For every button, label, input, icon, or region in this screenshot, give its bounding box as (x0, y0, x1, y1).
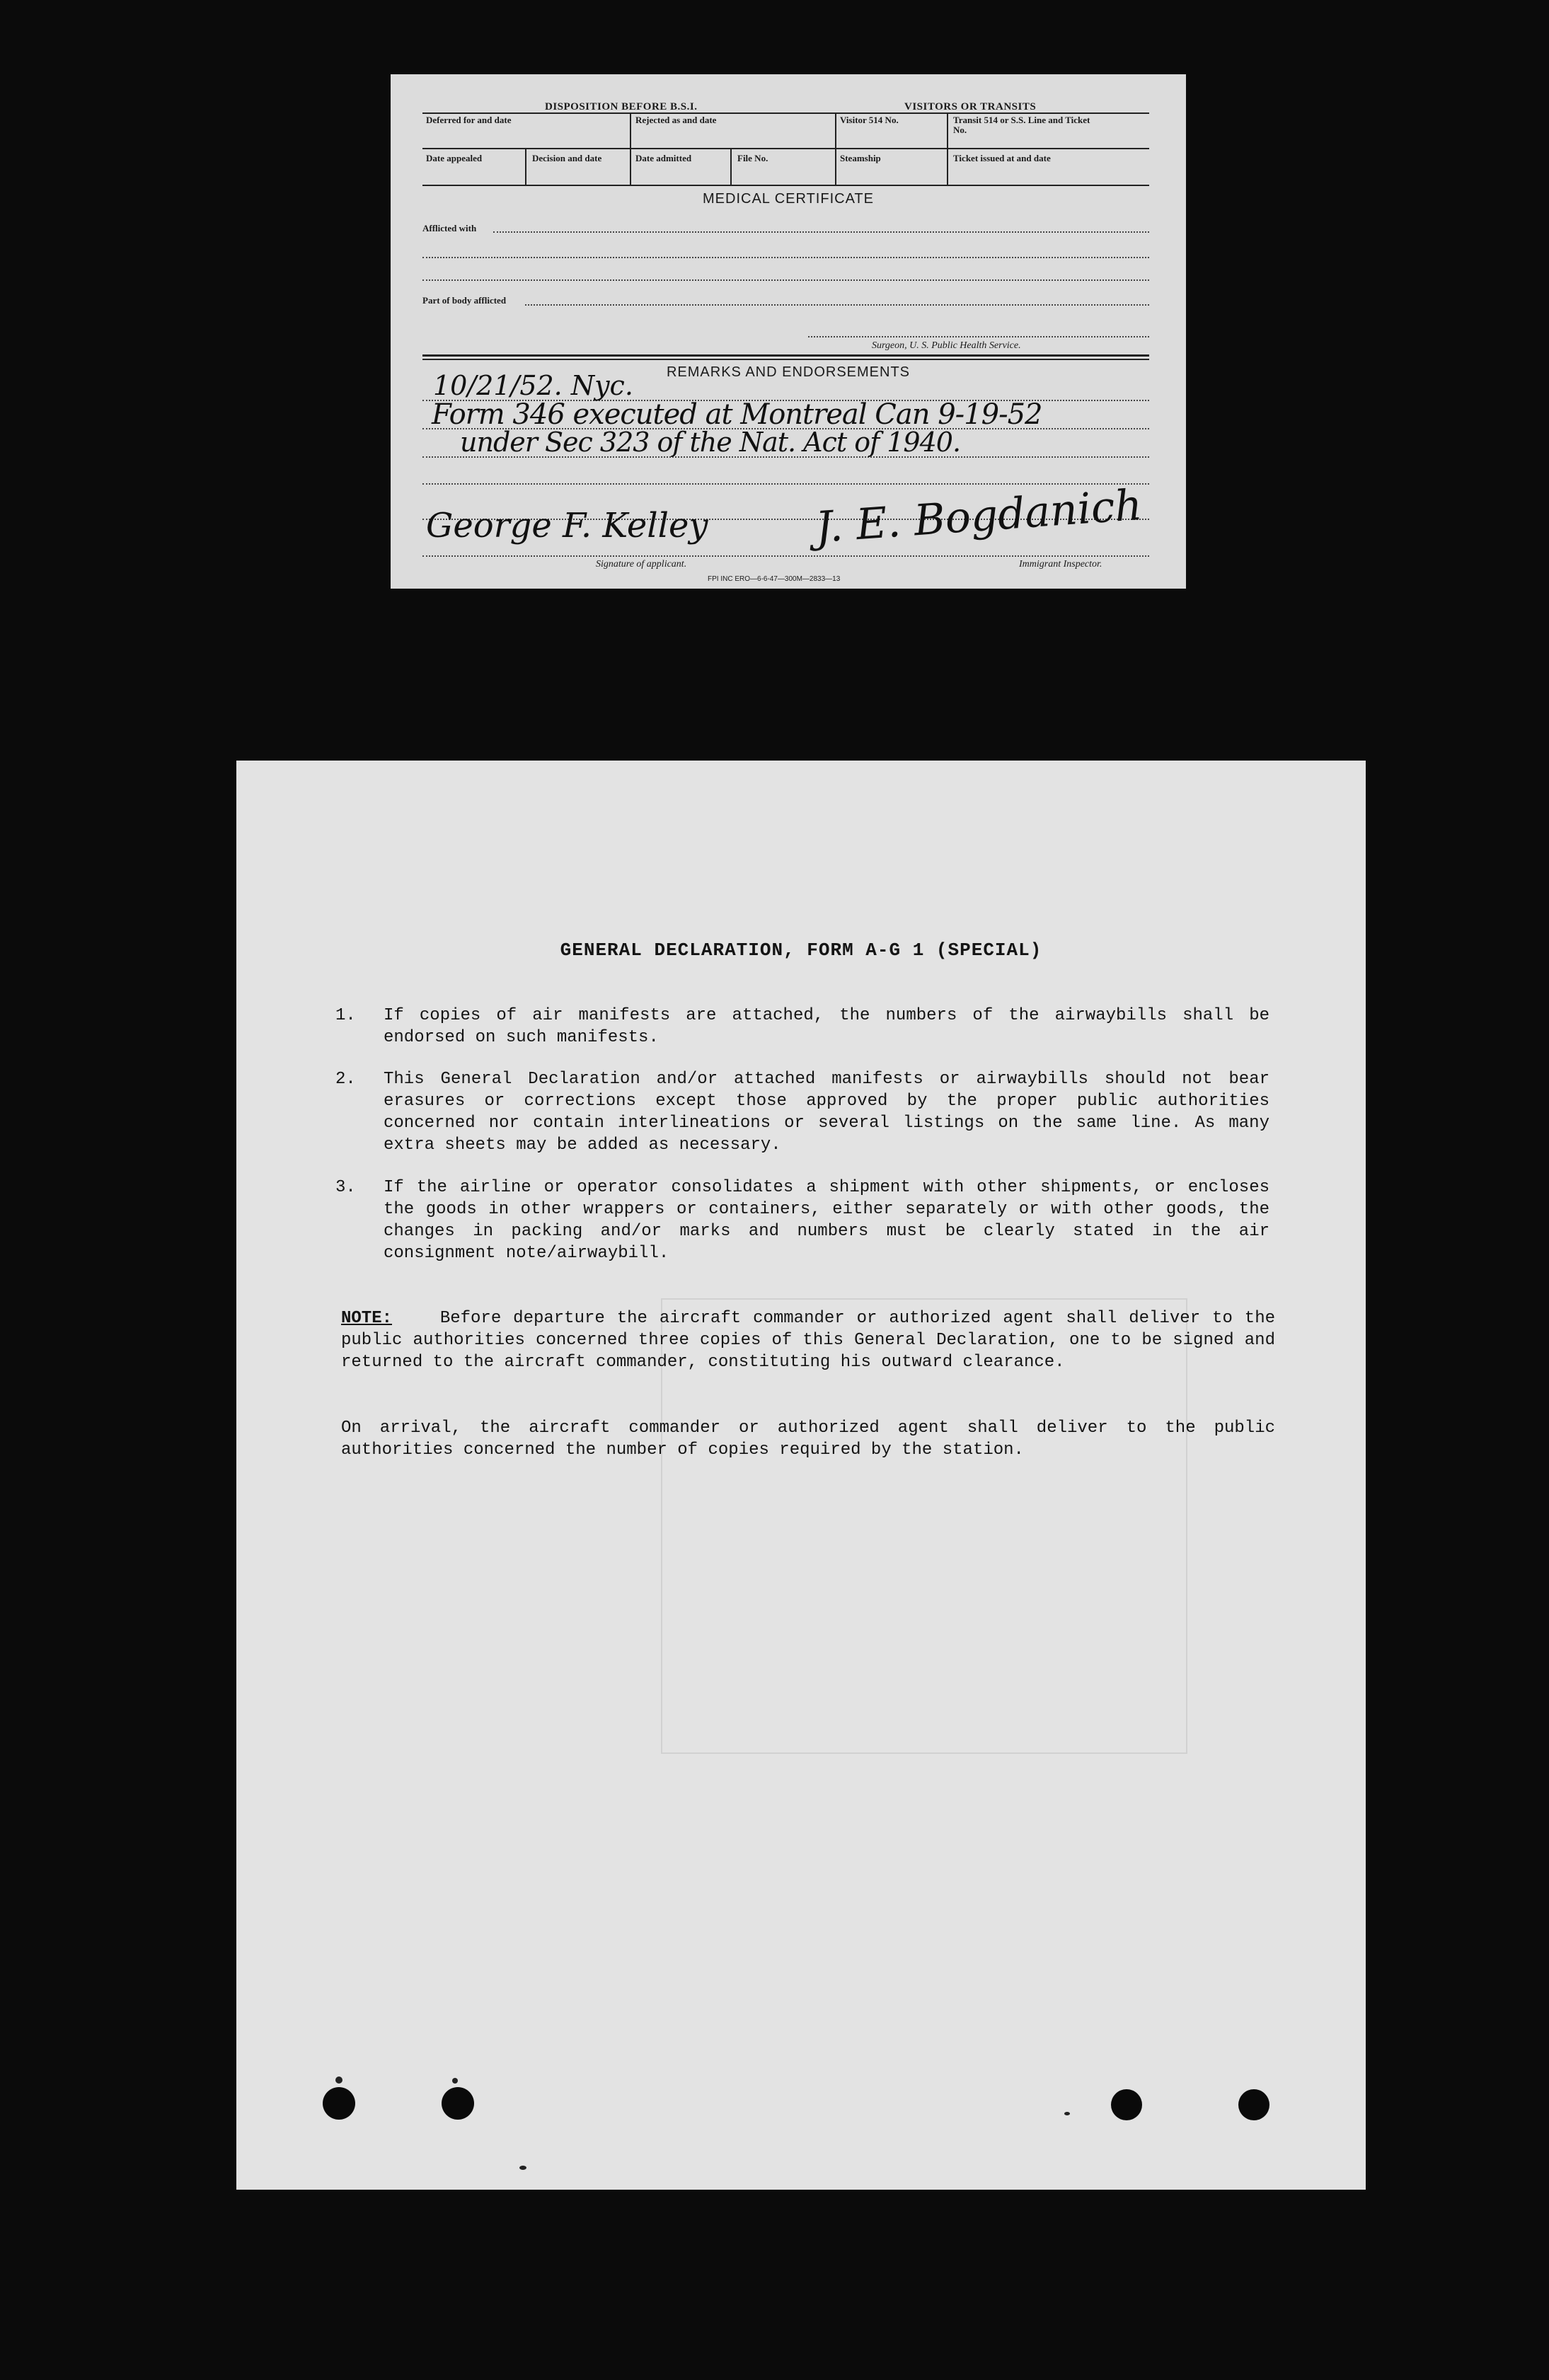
handwritten-remark-2: under Sec 323 of the Nat. Act of 1940. (460, 427, 961, 458)
visitors-header: VISITORS OR TRANSITS (904, 101, 1037, 112)
item-number: 2. (335, 1070, 356, 1089)
section-rule (422, 354, 1149, 357)
cell-visitor-514: Visitor 514 No. (840, 115, 899, 125)
item-text: If the airline or operator consolidates a shipment with other shipments, or encloses the goods in other wrappers or containers, either separately or with other goods, the changes in packing and/or marks and numbers must be clearly stated in the air consignment note/airwaybill. (384, 1178, 1269, 1263)
note-paragraph (341, 1307, 1275, 1373)
cell-date-appealed: Date appealed (426, 153, 483, 163)
item-text: If copies of air manifests are attached, the numbers of the airwaybills shall be endorsed on such manifests. (384, 1006, 1269, 1047)
print-code: FPI INC ERO—6-6-47—300M—2833—13 (708, 575, 841, 583)
section-rule (422, 185, 1149, 186)
cell-deferred: Deferred for and date (426, 115, 512, 125)
divider (730, 149, 732, 185)
punch-hole (1111, 2089, 1142, 2120)
header-rule (422, 112, 1149, 114)
punch-hole (323, 2087, 355, 2120)
item-text: This General Declaration and/or attached manifests or airwaybills should not bear erasures or corrections except those approved by the proper public authorities concerned nor contain interlineations or several listings on the same line. As many extra sheets may be added as necessary. (384, 1070, 1269, 1155)
cell-file-no: File No. (737, 153, 768, 163)
general-declaration-sheet (236, 761, 1366, 2190)
divider (525, 149, 526, 185)
declaration-item-2 (335, 1068, 1269, 1156)
dotted-line (422, 483, 1149, 485)
arrival-paragraph: On arrival, the aircraft commander or authorized agent shall deliver to the public authorities concerned the number of copies required by the station. (341, 1419, 1275, 1460)
cell-transit-514: Transit 514 or S.S. Line and Ticket No. (953, 115, 1090, 135)
speck (452, 2078, 458, 2084)
medical-certificate-title: MEDICAL CERTIFICATE (703, 191, 874, 207)
note-text: Before departure the aircraft commander or authorized agent shall deliver to the public authorities concerned three copies of this General Declaration, one to be signed and returned to the aircraft commander, constituting his outward clearance. (341, 1309, 1276, 1372)
remarks-title: REMARKS AND ENDORSEMENTS (666, 364, 911, 380)
dotted-line (525, 304, 1149, 306)
cell-decision: Decision and date (532, 153, 602, 163)
cell-rejected: Rejected as and date (635, 115, 717, 125)
cell-date-admitted: Date admitted (635, 153, 692, 163)
item-number: 3. (335, 1178, 356, 1197)
divider (630, 114, 631, 185)
declaration-item-3 (335, 1177, 1269, 1264)
dotted-line (808, 336, 1149, 337)
declaration-item-1 (335, 1005, 1269, 1049)
punch-hole (1238, 2089, 1269, 2120)
handwritten-date: 10/21/52. Nyc. (433, 370, 633, 401)
immigrant-inspector-label: Immigrant Inspector. (1019, 559, 1102, 570)
section-rule (422, 359, 1149, 360)
part-of-body-label: Part of body afflicted (422, 295, 507, 306)
handwritten-remark-1: Form 346 executed at Montreal Can 9-19-52 (432, 398, 1042, 431)
declaration-title: GENERAL DECLARATION, FORM A-G 1 (SPECIAL) (560, 940, 1042, 961)
surgeon-label: Surgeon, U. S. Public Health Service. (872, 340, 1021, 351)
immigration-card (391, 74, 1186, 589)
punch-hole (442, 2087, 474, 2120)
inspector-signature: J. E. Bogdanich (814, 480, 1144, 553)
dotted-line (422, 257, 1149, 258)
row-rule (422, 148, 1149, 149)
dotted-line (422, 555, 1149, 557)
dotted-line (493, 231, 1149, 233)
cell-steamship: Steamship (840, 153, 881, 163)
divider (835, 114, 836, 185)
note-heading: NOTE: (341, 1309, 393, 1328)
speck (335, 2076, 342, 2084)
speck (1064, 2112, 1070, 2115)
dotted-line (422, 279, 1149, 281)
afflicted-label: Afflicted with (422, 223, 477, 233)
signature-of-applicant-label: Signature of applicant. (596, 559, 687, 570)
divider (947, 114, 948, 185)
cell-ticket-issued: Ticket issued at and date (953, 153, 1051, 163)
applicant-signature: George F. Kelley (426, 506, 708, 545)
speck (519, 2166, 526, 2170)
disposition-header: DISPOSITION BEFORE B.S.I. (545, 101, 698, 112)
item-number: 1. (335, 1006, 356, 1025)
